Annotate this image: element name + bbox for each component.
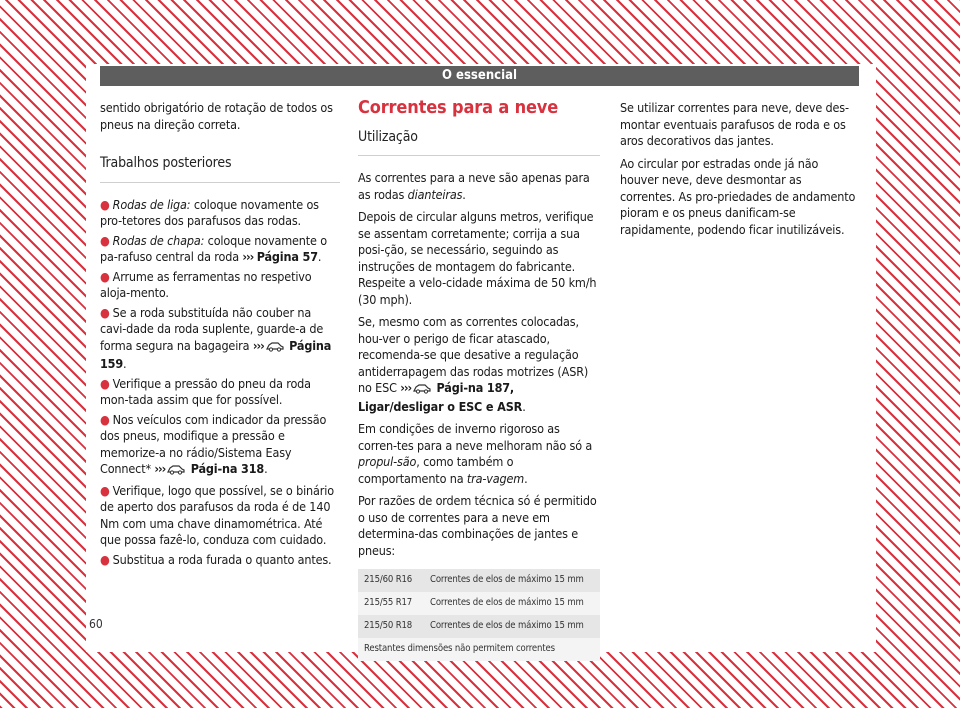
page-number: 60 [89,617,103,631]
column-middle [358,97,600,661]
text-italic: dianteiras [407,186,463,202]
list-item [100,197,340,230]
list-item [100,552,340,569]
car-book-icon [413,382,431,399]
arrow-icon: ››› [154,461,166,476]
car-book-icon [266,340,284,357]
table-row [358,592,600,615]
paragraph: Ao circular por estradas onde já não houver neve, deve desmontar as correntes. As pro-priedades de andamento pioram e os pneus danificam-se rapidamente, podendo ficar inutilizáveis. [620,155,856,237]
bullet-icon: ● [100,232,110,248]
section-divider [100,182,340,183]
list-item [100,483,340,549]
list-item [100,412,340,480]
table-cell: 215/50 R18 [358,615,424,638]
column-right [620,100,860,244]
text-italic: tra-vagem [466,470,525,486]
item-end: . [317,249,322,264]
bullet-icon: ● [100,196,110,212]
page-link[interactable]: Página 159 [100,337,332,371]
arrow-icon: ››› [400,380,412,395]
table-cell: 215/55 R17 [358,592,424,615]
item-text: Se a roda substituída não couber na cavi-dade da roda suplente, guarde-a de forma segura na bagageira [100,304,324,353]
paragraph [358,421,600,487]
list-item [100,305,340,373]
table-cell: Correntes de elos de máximo 15 mm [424,615,600,638]
arrow-icon: ››› [252,337,264,353]
item-text: coloque novamente o pa-rafuso central da roda [100,232,327,264]
page-link[interactable]: Página 57 [256,249,318,264]
bullet-icon: ● [100,268,110,284]
bullet-icon: ● [100,411,110,427]
paragraph: Depois de circular alguns metros, verifique se assentam corretamente; corrija a sua posi-ção, se necessário, seguindo as instruções de montagem do fabricante. Respeite a velo-cidade máxima de 50 km/h (30 mph). [358,209,597,307]
table-row [358,569,600,592]
page-link[interactable]: Pági-na 318 [190,461,265,476]
item-text: Substitua a roda furada o quanto antes. [112,551,332,567]
item-text: Verifique, logo que possível, se o binário de aperto dos parafusos da roda é de 140 Nm com uma chave dinamométrica. Até que possa fazê-lo, conduza com cuidado. [100,482,334,547]
text: Em condições de inverno rigoroso as corren-tes para a neve melhoram não só a [358,421,593,453]
item-lead: Rodas de liga: [112,196,191,212]
table-cell: 215/60 R16 [358,569,424,592]
item-end: . [264,461,268,476]
text: . [522,398,526,414]
list-item [100,233,340,266]
table-footer-cell: Restantes dimensões não permitem correntes [358,638,600,661]
table-row [358,638,600,661]
bullet-icon: ● [100,304,110,320]
bullet-icon: ● [100,482,110,498]
item-end: . [123,356,127,371]
bullet-icon: ● [100,551,110,567]
intro-text: sentido obrigatório de rotação de todos os pneus na direção correta. [100,100,333,132]
list-item [100,269,340,302]
item-text: Verifique a pressão do pneu da roda mon-tada assim que for possível. [100,375,311,407]
section-heading: Correntes para a neve [358,97,559,118]
chains-table [358,569,600,661]
text: , como também o comportamento na [358,454,514,486]
section-divider [358,155,600,156]
item-text: coloque novamente os pro-tetores dos parafusos das rodas. [100,196,319,228]
car-book-icon [167,463,185,480]
text: As correntes para a neve são apenas para as rodas [358,170,590,202]
table-cell: Correntes de elos de máximo 15 mm [424,592,600,615]
page-link[interactable]: Pági-na 187, Ligar/desligar o ESC e ASR [358,380,523,414]
paragraph: Se utilizar correntes para neve, deve des-montar eventuais parafusos de roda e os aros decorativos das jantes. [620,100,849,148]
bullet-icon: ● [100,375,110,391]
subsection-title: Utilização [358,128,418,145]
column-left [100,100,340,571]
paragraph: Por razões de ordem técnica só é permitido o uso de correntes para a neve em determina-das combinações de jantes e pneus: [358,493,597,558]
list-item [100,376,340,409]
paragraph [358,170,600,203]
section-title: Trabalhos posteriores [100,155,232,171]
arrow-icon: ››› [242,249,254,264]
item-lead: Rodas de chapa: [112,232,205,248]
item-text: Nos veículos com indicador da pressão dos pneus, modifique a pressão e memorize-a no rádio/Sistema Easy Connect* [100,411,327,476]
text: Se, mesmo com as correntes colocadas, hou-ver o perigo de ficar atascado, recomenda-se que desative a regulação antiderrapagem das rodas motrizes (ASR) no ESC [358,314,589,395]
item-text: Arrume as ferramentas no respetivo aloja-mento. [100,268,312,300]
table-cell: Correntes de elos de máximo 15 mm [424,569,600,592]
text-italic: propul-são [358,454,417,469]
table-row [358,615,600,638]
text: . [462,186,466,202]
text: . [524,470,528,486]
paragraph [358,314,600,415]
page-header: O essencial [100,66,859,86]
